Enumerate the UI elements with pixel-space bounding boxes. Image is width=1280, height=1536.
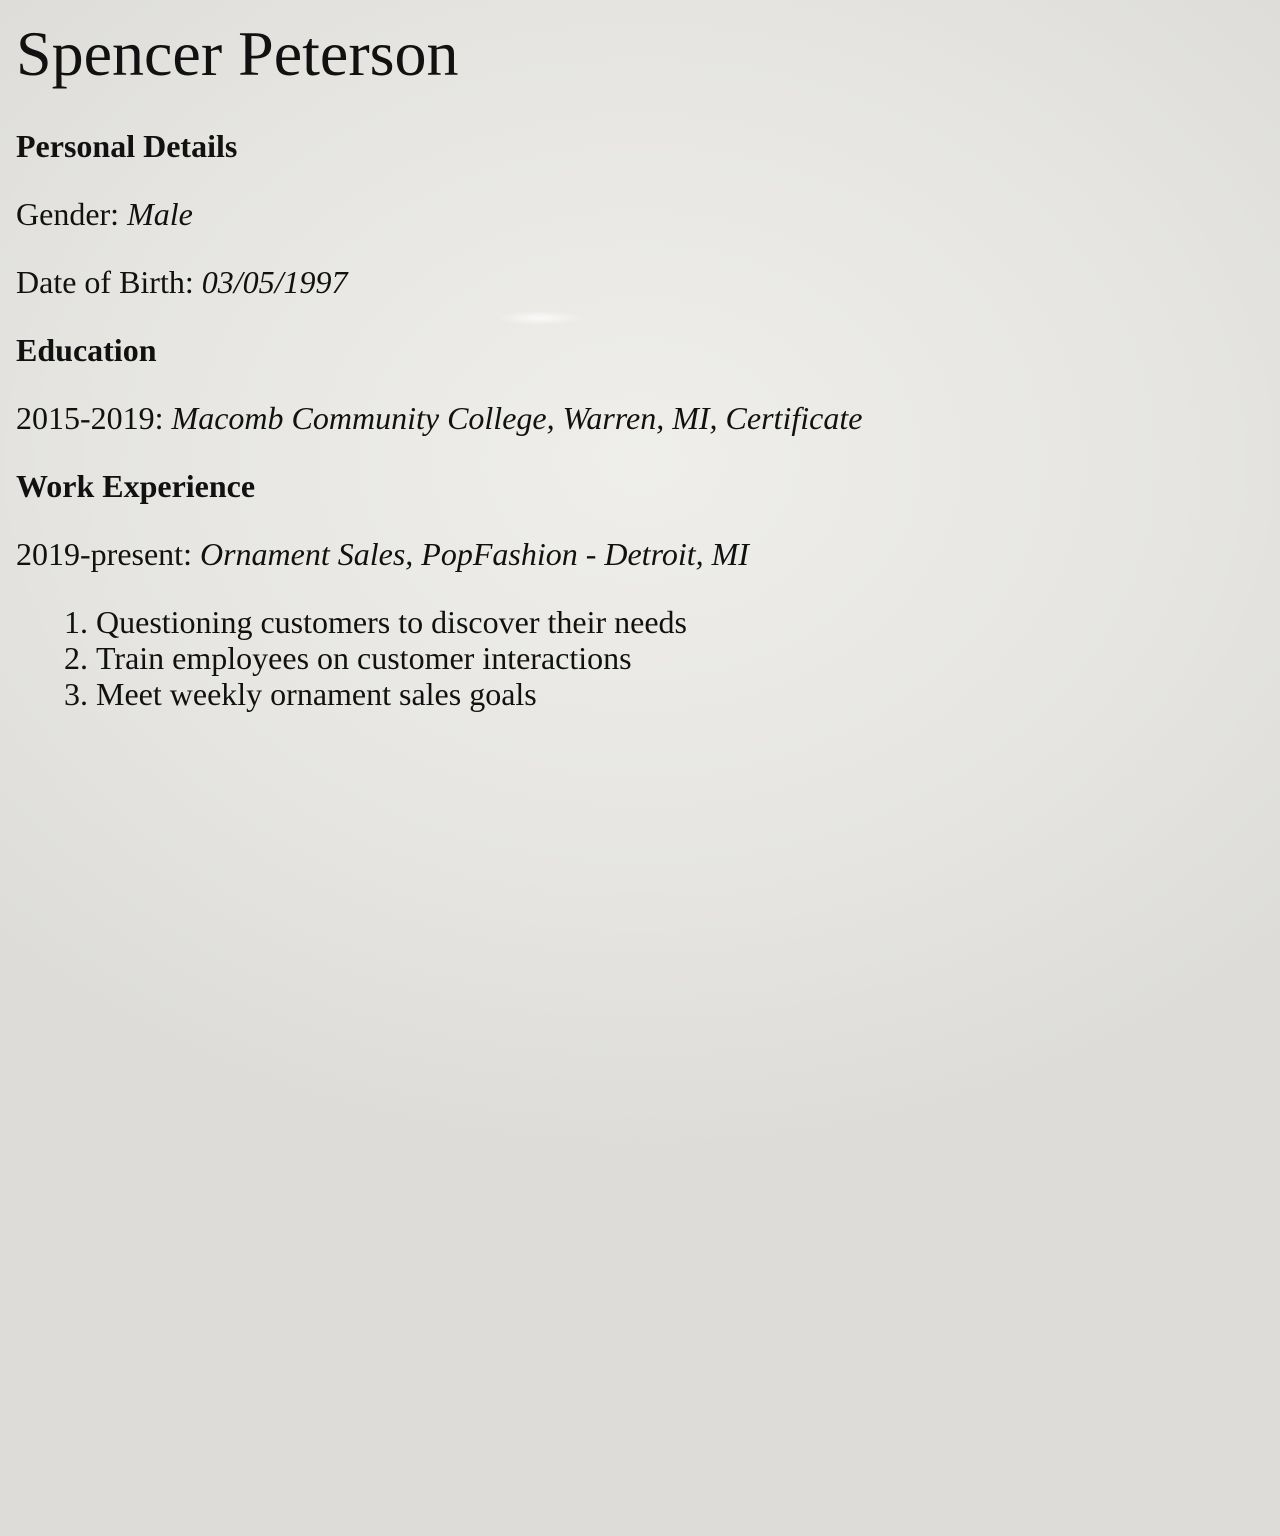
date-of-birth-value: 03/05/1997 [201,264,348,300]
duty-item: 3. Meet weekly ornament sales goals [96,676,1264,712]
personal-details-heading: Personal Details [16,128,238,164]
resume-page [16,0,1264,712]
work-period: 2019-present: [16,536,192,572]
work-detail: Ornament Sales, PopFashion - Detroit, MI [199,536,749,572]
duty-item: 1. Questioning customers to discover their needs [96,604,1264,640]
date-of-birth-line [16,264,1264,300]
duty-item: 2. Train employees on customer interactions [96,640,1264,676]
date-of-birth-label: Date of Birth: [16,264,194,300]
gender-value: Male [127,196,193,232]
gender-line [16,196,1264,232]
education-heading: Education [16,332,157,368]
gender-label: Gender: [16,196,120,232]
work-duties-list [16,604,1264,712]
education-period: 2015-2019: [16,400,164,436]
education-entry [16,400,1264,436]
education-detail: Macomb Community College, Warren, MI, Certificate [171,400,863,436]
work-entry [16,536,1264,572]
resume-name: Spencer Peterson [16,18,459,89]
work-experience-heading: Work Experience [16,468,256,504]
